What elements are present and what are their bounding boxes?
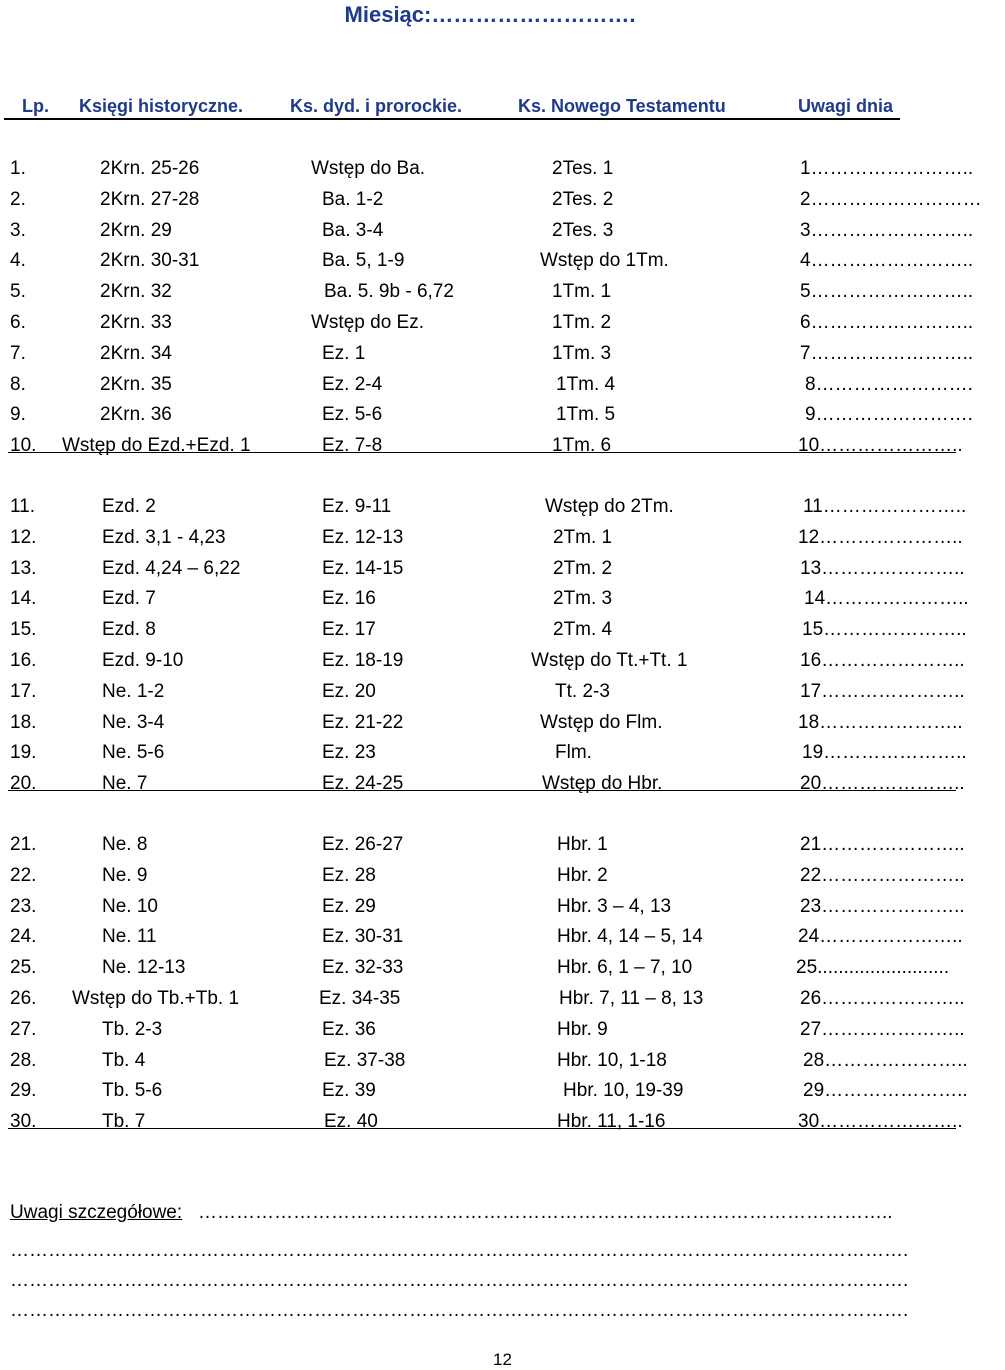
historical-reading: Tb. 7 (102, 1111, 146, 1133)
daily-note-field[interactable]: 4…………………….. (800, 250, 974, 272)
historical-reading: Wstęp do Tb.+Tb. 1 (72, 988, 240, 1009)
table-row (0, 312, 974, 342)
didactic-reading: Ez. 12-13 (322, 526, 404, 548)
row-number: 12. (10, 526, 37, 548)
page-title: Miesiąc:………………………. (344, 2, 636, 27)
table-row (0, 373, 973, 404)
row-number: 26. (10, 988, 37, 1009)
row-number: 29. (10, 1080, 37, 1102)
historical-reading: 2Krn. 33 (100, 312, 172, 333)
group-divider (8, 790, 956, 791)
table-row (0, 1080, 968, 1110)
table-row (0, 588, 969, 618)
new-testament-reading: Hbr. 7, 11 – 8, 13 (559, 988, 704, 1009)
historical-reading: 2Krn. 32 (100, 281, 172, 303)
didactic-reading: Ez. 24-25 (322, 773, 404, 795)
header-lp: Lp. (22, 96, 49, 116)
historical-reading: Wstęp do Ezd.+Ezd. 1 (62, 435, 251, 457)
row-number: 1. (10, 158, 26, 179)
new-testament-reading: 2Tes. 3 (552, 219, 614, 241)
row-number: 27. (10, 1018, 37, 1040)
table-row (0, 435, 963, 465)
row-number: 17. (10, 680, 37, 702)
historical-reading: Ne. 5-6 (102, 742, 165, 764)
new-testament-reading: 1Tm. 1 (552, 281, 612, 303)
didactic-reading: Ez. 14-15 (322, 557, 404, 579)
historical-reading: Ne. 11 (102, 926, 157, 948)
new-testament-reading: 2Tm. 4 (553, 619, 613, 641)
daily-note-field[interactable]: 22………………….. (800, 864, 965, 886)
new-testament-reading: Hbr. 2 (557, 864, 608, 886)
header-new-testament: Ks. Nowego Testamentu (518, 96, 726, 116)
historical-reading: 2Krn. 35 (100, 373, 172, 395)
didactic-reading: Ez. 16 (322, 588, 376, 610)
row-number: 13. (10, 557, 37, 579)
historical-reading: Tb. 2-3 (102, 1018, 163, 1040)
daily-note-field[interactable]: 13………………….. (800, 557, 965, 579)
table-row (0, 496, 967, 526)
new-testament-reading: Hbr. 6, 1 – 7, 10 (557, 957, 693, 979)
row-number: 11. (10, 496, 36, 517)
daily-note-field[interactable]: 23………………….. (800, 895, 965, 917)
group-divider (8, 1128, 956, 1129)
historical-reading: Ezd. 3,1 - 4,23 (102, 526, 226, 548)
new-testament-reading: Hbr. 11, 1-16 (557, 1111, 666, 1133)
row-number: 18. (10, 711, 37, 733)
didactic-reading: Ez. 18-19 (322, 650, 404, 671)
didactic-reading: Wstęp do Ba. (311, 158, 426, 179)
daily-note-field[interactable]: 7…………………….. (800, 342, 974, 364)
didactic-reading: Ez. 34-35 (319, 988, 401, 1009)
historical-reading: 2Krn. 30-31 (100, 250, 200, 272)
historical-reading: Ne. 7 (102, 773, 148, 795)
daily-note-field[interactable]: 10………………….. (798, 435, 963, 457)
historical-reading: Ne. 12-13 (102, 957, 186, 979)
table-row (0, 250, 974, 280)
row-number: 24. (10, 926, 37, 948)
new-testament-reading: Hbr. 1 (557, 834, 608, 855)
new-testament-reading: Hbr. 4, 14 – 5, 14 (557, 926, 703, 948)
daily-note-field[interactable]: 5…………………….. (800, 281, 974, 303)
notes-label: Uwagi szczegółowe: (10, 1202, 183, 1223)
table-row (0, 864, 965, 895)
row-number: 30. (10, 1111, 37, 1133)
daily-note-field[interactable]: 1…………………….. (800, 158, 974, 179)
row-number: 25. (10, 957, 37, 979)
row-number: 15. (10, 619, 37, 641)
historical-reading: Ezd. 7 (102, 588, 156, 610)
didactic-reading: Ez. 5-6 (322, 404, 383, 426)
new-testament-reading: Hbr. 3 – 4, 13 (557, 895, 672, 917)
new-testament-reading: 2Tes. 2 (552, 188, 614, 210)
new-testament-reading: Wstęp do Flm. (540, 711, 663, 733)
table-row (0, 158, 974, 188)
didactic-reading: Ez. 1 (322, 342, 366, 364)
historical-reading: Ne. 10 (102, 895, 158, 917)
new-testament-reading: Wstęp do Hbr. (542, 773, 663, 795)
daily-note-field[interactable]: 15………………….. (802, 619, 967, 641)
group-divider (8, 452, 956, 453)
daily-note-field[interactable]: 17………………….. (800, 680, 965, 702)
row-number: 28. (10, 1049, 37, 1071)
historical-reading: Tb. 4 (102, 1049, 146, 1071)
daily-note-field[interactable]: 11………………….. (803, 496, 967, 517)
table-row (0, 742, 967, 772)
table-row (0, 1049, 968, 1080)
new-testament-reading: 2Tm. 1 (553, 526, 613, 548)
historical-reading: Ezd. 2 (102, 496, 156, 517)
didactic-reading: Ez. 2-4 (322, 373, 383, 395)
page-number: 12 (493, 1350, 512, 1369)
row-number: 7. (10, 342, 26, 364)
row-number: 6. (10, 312, 26, 333)
didactic-reading: Ez. 32-33 (322, 957, 404, 979)
daily-note-field[interactable]: 28………………….. (803, 1049, 968, 1071)
historical-reading: 2Krn. 34 (100, 342, 172, 364)
new-testament-reading: Wstęp do 2Tm. (545, 496, 674, 517)
daily-note-field[interactable]: 16………………….. (800, 650, 965, 671)
daily-note-field[interactable]: 27………………….. (800, 1018, 965, 1040)
historical-reading: Ne. 8 (102, 834, 148, 855)
new-testament-reading: Tt. 2-3 (555, 680, 610, 702)
daily-note-field[interactable]: 8……………………. (805, 373, 973, 395)
header-didactic-prophetic-books: Ks. dyd. i prorockie. (290, 96, 463, 116)
historical-reading: 2Krn. 29 (100, 219, 172, 241)
daily-note-field[interactable]: 19………………….. (802, 742, 967, 764)
new-testament-reading: 2Tes. 1 (552, 158, 614, 179)
row-number: 4. (10, 250, 26, 272)
didactic-reading: Ez. 21-22 (322, 711, 404, 733)
table-row (0, 988, 965, 1018)
table-row (0, 526, 963, 557)
table-row (0, 957, 960, 987)
row-number: 21. (10, 834, 37, 855)
table-row (0, 773, 965, 803)
row-number: 8. (10, 373, 26, 395)
row-number: 20. (10, 773, 37, 795)
daily-note-field[interactable]: 3…………………….. (800, 219, 974, 241)
table-row (0, 711, 963, 742)
new-testament-reading: 1Tm. 3 (552, 342, 612, 364)
notes-dotted-line[interactable]: ……………………………………………………………………………………………………………………………. (10, 1240, 909, 1261)
table-row (0, 834, 965, 864)
table-row (0, 680, 965, 711)
table-row (0, 281, 974, 311)
didactic-reading: Ez. 23 (322, 742, 376, 764)
table-row (0, 926, 963, 956)
didactic-reading: Ez. 29 (322, 895, 376, 917)
historical-reading: Tb. 5-6 (102, 1080, 163, 1102)
table-row (0, 1111, 963, 1141)
daily-note-field[interactable]: 26………………….. (800, 988, 965, 1009)
historical-reading: Ne. 9 (102, 864, 148, 886)
didactic-reading: Ba. 3-4 (322, 219, 384, 241)
daily-note-field[interactable]: 12………………….. (798, 526, 963, 548)
table-row (0, 219, 974, 250)
daily-note-field[interactable]: 24………………….. (798, 926, 963, 948)
header-underline (4, 118, 900, 120)
daily-note-field[interactable]: 30………………….. (798, 1111, 963, 1133)
new-testament-reading: Wstęp do Tt.+Tt. 1 (531, 650, 688, 671)
new-testament-reading: 2Tm. 3 (553, 588, 613, 610)
table-row (0, 1018, 965, 1049)
historical-reading: 2Krn. 27-28 (100, 188, 200, 210)
row-number: 22. (10, 864, 37, 886)
new-testament-reading: 1Tm. 6 (552, 435, 612, 457)
didactic-reading: Ba. 5. 9b - 6,72 (324, 281, 454, 303)
didactic-reading: Ez. 28 (322, 864, 376, 886)
notes-dotted-line[interactable]: ……………………………………………………………………………………………………………………………. (10, 1300, 909, 1321)
daily-note-field[interactable]: 9……………………. (805, 404, 973, 426)
table-row (0, 650, 965, 680)
didactic-reading: Ez. 39 (322, 1080, 376, 1102)
historical-reading: 2Krn. 36 (100, 404, 172, 426)
daily-note-field[interactable]: 2……………………… (800, 188, 982, 210)
didactic-reading: Ez. 9-11 (322, 496, 392, 517)
historical-reading: Ne. 3-4 (102, 711, 165, 733)
notes-dotted-line[interactable]: ……………………………………………………………………………………………………………………………. (10, 1270, 909, 1291)
new-testament-reading: 2Tm. 2 (553, 557, 613, 579)
row-number: 9. (10, 404, 26, 426)
table-row (0, 404, 973, 434)
new-testament-reading: 1Tm. 2 (552, 312, 612, 333)
historical-reading: Ezd. 4,24 – 6,22 (102, 557, 241, 579)
historical-reading: Ezd. 9-10 (102, 650, 184, 671)
header-daily-notes: Uwagi dnia (798, 96, 894, 116)
new-testament-reading: Hbr. 10, 19-39 (563, 1080, 684, 1102)
didactic-reading: Ez. 40 (324, 1111, 378, 1133)
table-row (0, 557, 965, 588)
didactic-reading: Ba. 5, 1-9 (322, 250, 405, 272)
daily-note-field[interactable]: 18………………….. (798, 711, 963, 733)
historical-reading: Ezd. 8 (102, 619, 156, 641)
table-row (0, 342, 974, 373)
row-number: 16. (10, 650, 37, 671)
didactic-reading: Ez. 20 (322, 680, 376, 702)
new-testament-reading: 1Tm. 5 (556, 404, 616, 426)
historical-reading: 2Krn. 25-26 (100, 158, 200, 179)
row-number: 14. (10, 588, 37, 610)
didactic-reading: Ez. 17 (322, 619, 376, 641)
header-historical-books: Księgi historyczne. (79, 96, 244, 116)
didactic-reading: Wstęp do Ez. (311, 312, 424, 333)
row-number: 19. (10, 742, 37, 764)
row-number: 10. (10, 435, 37, 457)
daily-note-field[interactable]: 6…………………….. (800, 312, 974, 333)
table-row (0, 895, 965, 926)
new-testament-reading: Flm. (555, 742, 592, 764)
daily-note-field[interactable]: 21………………….. (800, 834, 965, 855)
new-testament-reading: 1Tm. 4 (556, 373, 616, 395)
didactic-reading: Ba. 1-2 (322, 188, 384, 210)
daily-note-field[interactable]: 20………………….. (800, 773, 965, 795)
row-number: 23. (10, 895, 37, 917)
row-number: 2. (10, 188, 26, 210)
daily-note-field[interactable]: 29………………….. (803, 1080, 968, 1102)
didactic-reading: Ez. 37-38 (324, 1049, 406, 1071)
new-testament-reading: Hbr. 9 (557, 1018, 608, 1040)
historical-reading: Ne. 1-2 (102, 680, 165, 702)
didactic-reading: Ez. 36 (322, 1018, 376, 1040)
row-number: 3. (10, 219, 26, 241)
table-row (0, 188, 982, 219)
daily-note-field[interactable]: 25......................... (796, 957, 950, 979)
table-row (0, 619, 967, 649)
new-testament-reading: Wstęp do 1Tm. (540, 250, 669, 272)
row-number: 5. (10, 281, 26, 303)
daily-note-field[interactable]: 14………………….. (804, 588, 969, 610)
new-testament-reading: Hbr. 10, 1-18 (557, 1049, 667, 1071)
didactic-reading: Ez. 26-27 (322, 834, 404, 855)
notes-dotted-line[interactable]: ……………………………………………………………………………………………….. (198, 1202, 893, 1223)
didactic-reading: Ez. 30-31 (322, 926, 404, 948)
didactic-reading: Ez. 7-8 (322, 435, 383, 457)
